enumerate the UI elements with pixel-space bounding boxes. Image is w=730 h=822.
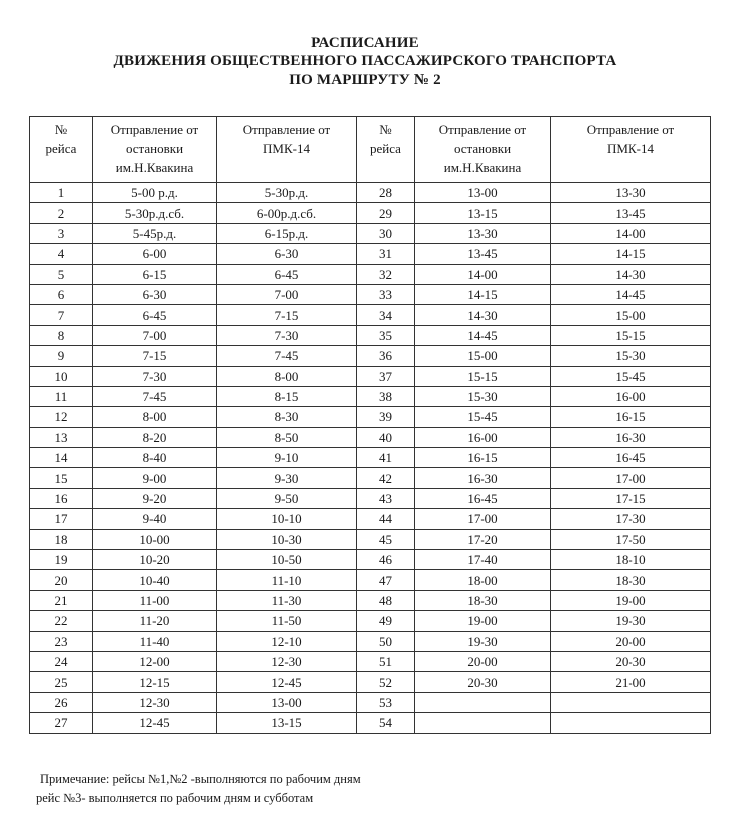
table-row: [30, 570, 711, 590]
departure-pmk-cell: 16-30: [551, 427, 711, 447]
departure-kvakina-cell: 16-00: [415, 427, 551, 447]
departure-pmk-cell: 8-15: [217, 386, 357, 406]
table-row: [30, 183, 711, 203]
departure-pmk-cell: 13-45: [551, 203, 711, 223]
departure-pmk-cell: 12-30: [217, 651, 357, 671]
trip-number-cell: 50: [357, 631, 415, 651]
departure-kvakina-cell: 15-00: [415, 346, 551, 366]
departure-kvakina-cell: 8-20: [93, 427, 217, 447]
header-text: №: [54, 122, 68, 137]
departure-kvakina-cell: 7-15: [93, 346, 217, 366]
departure-pmk-cell: 11-30: [217, 590, 357, 610]
table-row: [30, 203, 711, 223]
departure-kvakina-cell: 5-45р.д.: [93, 223, 217, 243]
departure-pmk-cell: 8-50: [217, 427, 357, 447]
departure-pmk-cell: 14-00: [551, 223, 711, 243]
trip-number-cell: 43: [357, 488, 415, 508]
departure-kvakina-cell: 9-00: [93, 468, 217, 488]
departure-pmk-cell: 15-30: [551, 346, 711, 366]
header-departure-pmk-left: [217, 117, 357, 183]
trip-number-cell: 9: [30, 346, 93, 366]
trip-number-cell: 6: [30, 284, 93, 304]
departure-kvakina-cell: 6-15: [93, 264, 217, 284]
departure-kvakina-cell: 6-30: [93, 284, 217, 304]
trip-number-cell: 28: [357, 183, 415, 203]
departure-pmk-cell: 19-00: [551, 590, 711, 610]
departure-pmk-cell: 21-00: [551, 672, 711, 692]
table-row: [30, 427, 711, 447]
table-row: [30, 346, 711, 366]
departure-kvakina-cell: 12-15: [93, 672, 217, 692]
departure-pmk-cell: 20-30: [551, 651, 711, 671]
trip-number-cell: 3: [30, 223, 93, 243]
table-row: [30, 550, 711, 570]
trip-number-cell: 34: [357, 305, 415, 325]
trip-number-cell: 51: [357, 651, 415, 671]
departure-pmk-cell: 13-15: [217, 713, 357, 733]
departure-pmk-cell: 10-10: [217, 509, 357, 529]
departure-kvakina-cell: [415, 692, 551, 712]
trip-number-cell: 44: [357, 509, 415, 529]
departure-kvakina-cell: 11-40: [93, 631, 217, 651]
departure-pmk-cell: 16-45: [551, 448, 711, 468]
departure-kvakina-cell: 15-45: [415, 407, 551, 427]
departure-kvakina-cell: 14-30: [415, 305, 551, 325]
header-text: ПМК-14: [263, 141, 310, 156]
departure-pmk-cell: 19-30: [551, 611, 711, 631]
table-row: [30, 488, 711, 508]
table-row: [30, 713, 711, 733]
departure-kvakina-cell: 14-00: [415, 264, 551, 284]
table-row: [30, 264, 711, 284]
title-line-1: РАСПИСАНИЕ: [311, 35, 419, 51]
departure-pmk-cell: 7-45: [217, 346, 357, 366]
departure-pmk-cell: 16-15: [551, 407, 711, 427]
departure-pmk-cell: 15-15: [551, 325, 711, 345]
departure-kvakina-cell: 12-45: [93, 713, 217, 733]
trip-number-cell: 38: [357, 386, 415, 406]
departure-kvakina-cell: 20-30: [415, 672, 551, 692]
departure-pmk-cell: 14-30: [551, 264, 711, 284]
trip-number-cell: 20: [30, 570, 93, 590]
departure-kvakina-cell: 18-00: [415, 570, 551, 590]
table-row: [30, 223, 711, 243]
trip-number-cell: 18: [30, 529, 93, 549]
trip-number-cell: 14: [30, 448, 93, 468]
departure-pmk-cell: 9-50: [217, 488, 357, 508]
departure-kvakina-cell: 17-20: [415, 529, 551, 549]
departure-kvakina-cell: 7-45: [93, 386, 217, 406]
departure-kvakina-cell: 16-30: [415, 468, 551, 488]
trip-number-cell: 21: [30, 590, 93, 610]
table-row: [30, 631, 711, 651]
departure-kvakina-cell: 19-00: [415, 611, 551, 631]
departure-kvakina-cell: 17-00: [415, 509, 551, 529]
table-row: [30, 448, 711, 468]
trip-number-cell: 10: [30, 366, 93, 386]
note-line-1: Примечание: рейсы №1,№2 -выполняются по рабочим дням: [40, 772, 361, 786]
trip-number-cell: 12: [30, 407, 93, 427]
departure-pmk-cell: 17-50: [551, 529, 711, 549]
trip-number-cell: 49: [357, 611, 415, 631]
trip-number-cell: 35: [357, 325, 415, 345]
departure-pmk-cell: 6-00р.д.сб.: [217, 203, 357, 223]
header-text: ПМК-14: [607, 141, 654, 156]
trip-number-cell: 13: [30, 427, 93, 447]
departure-kvakina-cell: 13-45: [415, 244, 551, 264]
table-row: [30, 366, 711, 386]
header-text: Отправление от: [242, 122, 331, 137]
departure-pmk-cell: 8-00: [217, 366, 357, 386]
departure-kvakina-cell: 9-40: [93, 509, 217, 529]
header-text: Отправление от: [438, 122, 527, 137]
trip-number-cell: 8: [30, 325, 93, 345]
departure-kvakina-cell: 19-30: [415, 631, 551, 651]
trip-number-cell: 48: [357, 590, 415, 610]
trip-number-cell: 36: [357, 346, 415, 366]
header-trip-number-right: [357, 117, 415, 183]
departure-kvakina-cell: 7-30: [93, 366, 217, 386]
header-text: рейса: [370, 141, 401, 156]
departure-pmk-cell: 6-45: [217, 264, 357, 284]
trip-number-cell: 2: [30, 203, 93, 223]
trip-number-cell: 31: [357, 244, 415, 264]
trip-number-cell: 19: [30, 550, 93, 570]
trip-number-cell: 1: [30, 183, 93, 203]
departure-kvakina-cell: 18-30: [415, 590, 551, 610]
departure-pmk-cell: 16-00: [551, 386, 711, 406]
departure-pmk-cell: 17-00: [551, 468, 711, 488]
departure-pmk-cell: 13-30: [551, 183, 711, 203]
departure-pmk-cell: 7-00: [217, 284, 357, 304]
departure-kvakina-cell: 16-15: [415, 448, 551, 468]
trip-number-cell: 11: [30, 386, 93, 406]
header-departure-kvakina-left: [93, 117, 217, 183]
trip-number-cell: 52: [357, 672, 415, 692]
departure-pmk-cell: 12-10: [217, 631, 357, 651]
departure-kvakina-cell: 9-20: [93, 488, 217, 508]
departure-kvakina-cell: 16-45: [415, 488, 551, 508]
header-text: Отправление от: [586, 122, 675, 137]
departure-kvakina-cell: 5-30р.д.сб.: [93, 203, 217, 223]
trip-number-cell: 54: [357, 713, 415, 733]
departure-pmk-cell: 9-30: [217, 468, 357, 488]
table-row: [30, 305, 711, 325]
departure-pmk-cell: 8-30: [217, 407, 357, 427]
note-line-2: рейс №3- выполняется по рабочим дням и субботам: [36, 791, 314, 805]
departure-kvakina-cell: 6-45: [93, 305, 217, 325]
departure-pmk-cell: 7-15: [217, 305, 357, 325]
departure-kvakina-cell: 15-30: [415, 386, 551, 406]
header-text: остановки: [125, 141, 184, 156]
departure-pmk-cell: 6-30: [217, 244, 357, 264]
header-text: Отправление от: [110, 122, 199, 137]
table-row: [30, 529, 711, 549]
departure-pmk-cell: [551, 713, 711, 733]
departure-pmk-cell: 15-45: [551, 366, 711, 386]
title-line-3: ПО МАРШРУТУ № 2: [289, 72, 441, 88]
trip-number-cell: 27: [30, 713, 93, 733]
departure-pmk-cell: 5-30р.д.: [217, 183, 357, 203]
table-row: [30, 651, 711, 671]
departure-kvakina-cell: 10-00: [93, 529, 217, 549]
trip-number-cell: 30: [357, 223, 415, 243]
departure-pmk-cell: 9-10: [217, 448, 357, 468]
header-text: №: [379, 122, 392, 137]
trip-number-cell: 37: [357, 366, 415, 386]
departure-pmk-cell: [551, 692, 711, 712]
departure-pmk-cell: 7-30: [217, 325, 357, 345]
trip-number-cell: 26: [30, 692, 93, 712]
departure-kvakina-cell: 12-30: [93, 692, 217, 712]
departure-pmk-cell: 18-30: [551, 570, 711, 590]
header-text: рейса: [45, 141, 77, 156]
departure-kvakina-cell: 6-00: [93, 244, 217, 264]
trip-number-cell: 47: [357, 570, 415, 590]
departure-kvakina-cell: 17-40: [415, 550, 551, 570]
title-line-2: ДВИЖЕНИЯ ОБЩЕСТВЕННОГО ПАССАЖИРСКОГО ТРАНСПОРТА: [113, 53, 617, 69]
departure-pmk-cell: 10-30: [217, 529, 357, 549]
departure-kvakina-cell: 20-00: [415, 651, 551, 671]
table-row: [30, 244, 711, 264]
trip-number-cell: 40: [357, 427, 415, 447]
departure-kvakina-cell: 5-00 р.д.: [93, 183, 217, 203]
departure-kvakina-cell: 8-40: [93, 448, 217, 468]
table-header-row: [30, 117, 711, 183]
trip-number-cell: 33: [357, 284, 415, 304]
table-row: [30, 692, 711, 712]
departure-kvakina-cell: 12-00: [93, 651, 217, 671]
header-text: остановки: [453, 141, 512, 156]
departure-pmk-cell: 11-10: [217, 570, 357, 590]
departure-pmk-cell: 14-45: [551, 284, 711, 304]
trip-number-cell: 42: [357, 468, 415, 488]
departure-pmk-cell: 6-15р.д.: [217, 223, 357, 243]
table-row: [30, 284, 711, 304]
trip-number-cell: 16: [30, 488, 93, 508]
departure-kvakina-cell: 13-30: [415, 223, 551, 243]
trip-number-cell: 17: [30, 509, 93, 529]
departure-kvakina-cell: 10-40: [93, 570, 217, 590]
header-text: им.Н.Квакина: [443, 160, 522, 175]
departure-pmk-cell: 11-50: [217, 611, 357, 631]
trip-number-cell: 29: [357, 203, 415, 223]
departure-kvakina-cell: 14-45: [415, 325, 551, 345]
trip-number-cell: 22: [30, 611, 93, 631]
table-row: [30, 407, 711, 427]
departure-pmk-cell: 12-45: [217, 672, 357, 692]
trip-number-cell: 4: [30, 244, 93, 264]
departure-kvakina-cell: 11-00: [93, 590, 217, 610]
schedule-table: [29, 116, 711, 734]
header-trip-number-left: [30, 117, 93, 183]
trip-number-cell: 23: [30, 631, 93, 651]
trip-number-cell: 39: [357, 407, 415, 427]
departure-pmk-cell: 14-15: [551, 244, 711, 264]
table-row: [30, 325, 711, 345]
table-row: [30, 509, 711, 529]
departure-kvakina-cell: 13-15: [415, 203, 551, 223]
departure-kvakina-cell: 13-00: [415, 183, 551, 203]
departure-pmk-cell: 20-00: [551, 631, 711, 651]
trip-number-cell: 46: [357, 550, 415, 570]
trip-number-cell: 41: [357, 448, 415, 468]
schedule-rows: [30, 183, 711, 734]
trip-number-cell: 5: [30, 264, 93, 284]
header-departure-pmk-right: [551, 117, 711, 183]
table-row: [30, 590, 711, 610]
departure-kvakina-cell: 10-20: [93, 550, 217, 570]
trip-number-cell: 15: [30, 468, 93, 488]
departure-pmk-cell: 17-15: [551, 488, 711, 508]
departure-pmk-cell: 13-00: [217, 692, 357, 712]
trip-number-cell: 24: [30, 651, 93, 671]
departure-pmk-cell: 18-10: [551, 550, 711, 570]
trip-number-cell: 45: [357, 529, 415, 549]
table-row: [30, 611, 711, 631]
departure-kvakina-cell: 8-00: [93, 407, 217, 427]
header-text: им.Н.Квакина: [115, 160, 194, 175]
trip-number-cell: 53: [357, 692, 415, 712]
departure-pmk-cell: 17-30: [551, 509, 711, 529]
table-row: [30, 386, 711, 406]
departure-pmk-cell: 10-50: [217, 550, 357, 570]
table-row: [30, 468, 711, 488]
departure-kvakina-cell: 7-00: [93, 325, 217, 345]
trip-number-cell: 32: [357, 264, 415, 284]
departure-pmk-cell: 15-00: [551, 305, 711, 325]
departure-kvakina-cell: 15-15: [415, 366, 551, 386]
departure-kvakina-cell: 14-15: [415, 284, 551, 304]
trip-number-cell: 7: [30, 305, 93, 325]
departure-kvakina-cell: 11-20: [93, 611, 217, 631]
departure-kvakina-cell: [415, 713, 551, 733]
header-departure-kvakina-right: [415, 117, 551, 183]
trip-number-cell: 25: [30, 672, 93, 692]
table-row: [30, 672, 711, 692]
